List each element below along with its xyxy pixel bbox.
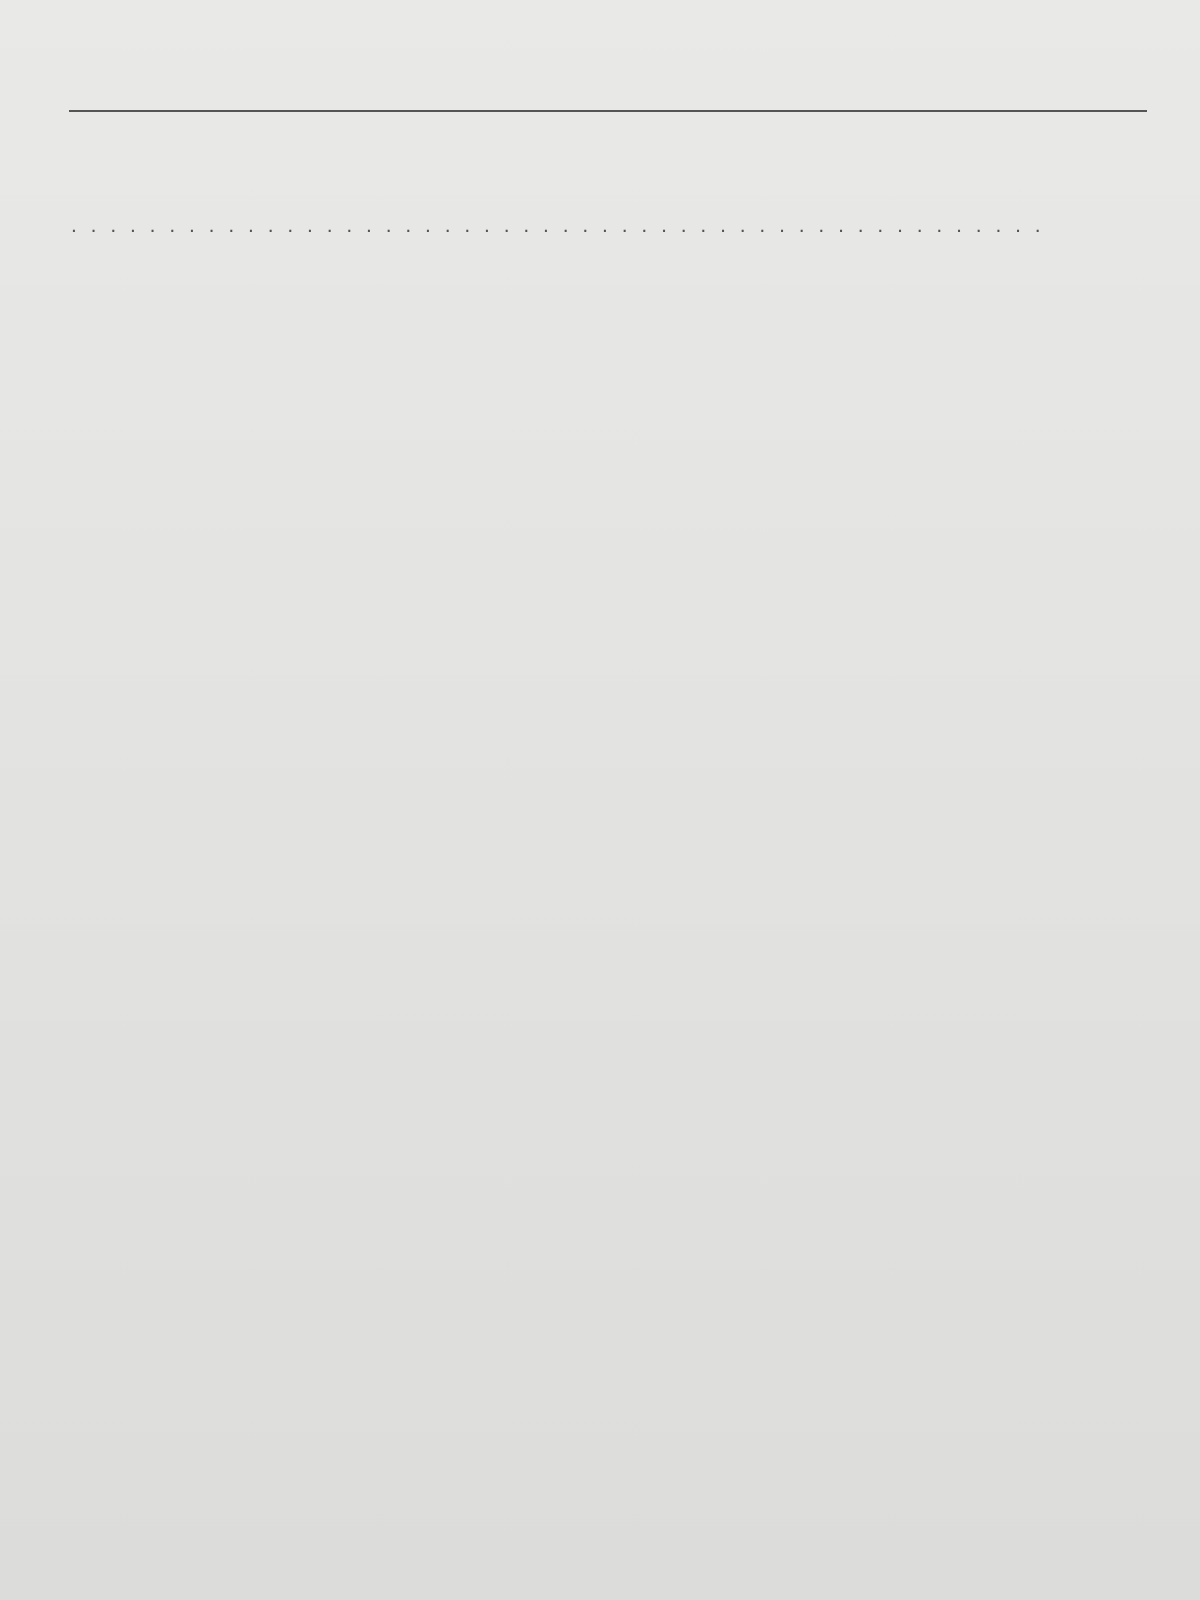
foreword-label <box>67 214 1048 238</box>
title-divider <box>69 110 1147 112</box>
toc-entry-foreword[interactable] <box>0 214 1200 244</box>
